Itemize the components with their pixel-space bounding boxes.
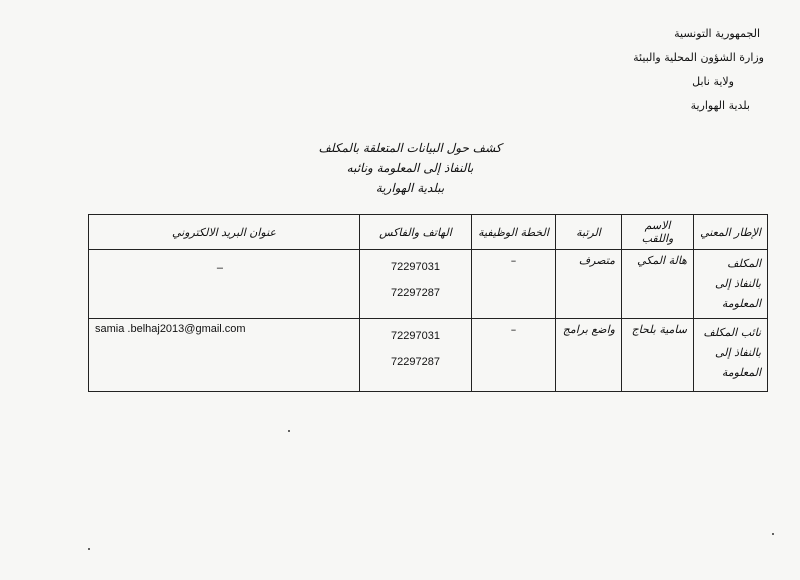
letterhead-country: الجمهورية التونسية xyxy=(674,27,760,40)
row-role: المكلف بالنفاذ إلى المعلومة xyxy=(694,250,768,319)
row-rank: واضع برامج xyxy=(556,319,622,392)
officers-table xyxy=(88,214,768,392)
header-email: عنوان البريد الالكتروني xyxy=(89,215,360,250)
header-role: الإطار المعني xyxy=(694,215,768,250)
row-phone xyxy=(360,250,472,319)
title-line-1: كشف حول البيانات المتعلقة بالمكلف xyxy=(318,141,502,155)
scan-speck xyxy=(772,533,774,535)
row-name: هالة المكي xyxy=(622,250,694,319)
letterhead xyxy=(540,22,764,118)
letterhead-ministry: وزارة الشؤون المحلية والبيئة xyxy=(633,51,764,64)
row-phone xyxy=(360,319,472,392)
row-email xyxy=(89,319,360,392)
row-role: نائب المكلف بالنفاذ إلى المعلومة xyxy=(694,319,768,392)
fax-number: 72297287 xyxy=(391,356,440,368)
table-header-row xyxy=(89,215,768,250)
phone-number: 72297031 xyxy=(391,330,440,342)
scan-speck xyxy=(88,548,90,550)
scan-speck xyxy=(288,430,290,432)
phone-number: 72297031 xyxy=(391,261,440,273)
table-row xyxy=(89,319,768,392)
email-value: samia .belhaj2013@gmail.com xyxy=(95,323,246,335)
header-rank: الرتبة xyxy=(556,215,622,250)
row-function: – xyxy=(472,319,556,392)
row-rank: متصرف xyxy=(556,250,622,319)
header-name: الاسم واللقب xyxy=(622,215,694,250)
row-function: – xyxy=(472,250,556,319)
row-email xyxy=(89,250,360,319)
letterhead-governorate: ولاية نابل xyxy=(692,75,734,88)
header-phone: الهاتف والفاكس xyxy=(360,215,472,250)
title-line-3: ببلدية الهوارية xyxy=(375,181,445,195)
email-value: – xyxy=(216,262,223,274)
letterhead-municipality: بلدية الهوارية xyxy=(690,99,750,112)
document-title xyxy=(260,138,560,198)
row-name: سامية بلحاج xyxy=(622,319,694,392)
fax-number: 72297287 xyxy=(391,287,440,299)
table-row xyxy=(89,250,768,319)
title-line-2: بالنفاذ إلى المعلومة ونائبه xyxy=(346,161,474,175)
header-function: الخطة الوظيفية xyxy=(472,215,556,250)
